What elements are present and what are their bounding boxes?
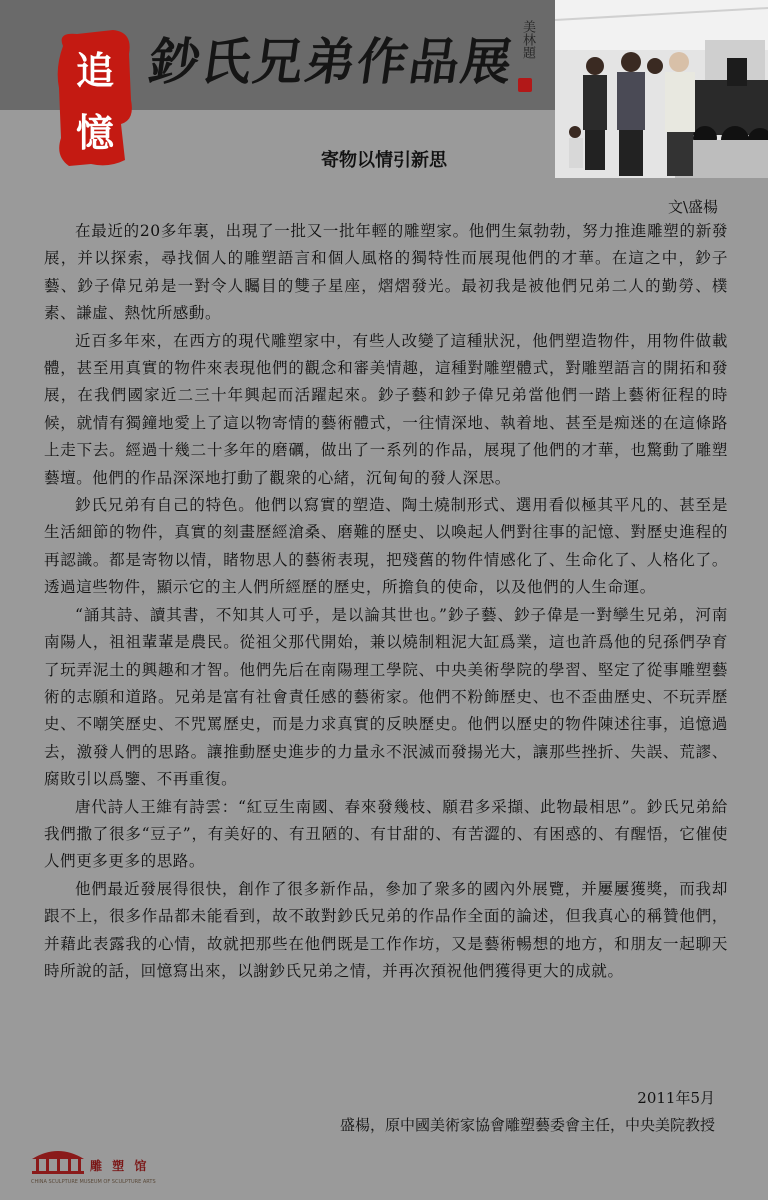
author-signature: 盛楊，原中國美術家協會雕塑藝委會主任，中央美院教授 [339, 1116, 715, 1134]
author-line: 文\盛楊 [667, 198, 718, 216]
article-body [44, 218, 728, 985]
museum-logo [28, 1145, 168, 1190]
paragraph: 在最近的20多年裏，出現了一批又一批年輕的雕塑家。他們生氣勃勃，努力推進雕塑的新發展，并以探索，尋找個人的雕塑語言和個人風格的獨特性而展現他們的才華。在這之中，鈔子藝、鈔子偉兄弟是一對令人矚目的雙子星座，熠熠發光。最初我是被他們兄弟二人的勤勞、樸素、謙虛、熱忱所感動。 [44, 222, 728, 323]
seal-char-2: 憶 [75, 110, 115, 155]
article-title: 寄物以情引新思 [321, 150, 447, 171]
paragraph: 他們最近發展得很快，創作了很多新作品，參加了衆多的國內外展覽，并屢屢獲獎，而我却跟不上，很多作品都未能看到，故不敢對鈔氏兄弟的作品作全面的論述，但我真心的稱贊他們，并藉此表露我的心情，故就把那些在他們既是工作作坊，又是藝術暢想的地方，和朋友一起聊天時所說的話，回憶寫出來，以謝鈔氏兄弟之情，并再次預祝他們獲得更大的成就。 [44, 879, 728, 980]
calligrapher-signature: 美林題 [520, 20, 535, 59]
date: 2011年5月 [637, 1089, 715, 1107]
paragraph: 唐代詩人王維有詩雲：“紅豆生南國、春來發幾枝、願君多采擷、此物最相思”。鈔氏兄弟給我們撒了很多“豆子”，有美好的、有丑陋的、有甘甜的、有苦澀的、有困惑的、有醒悟，它催使人們更多更多的思路。 [44, 797, 728, 871]
museum-emblem-icon [28, 1145, 88, 1179]
paragraph: “誦其詩、讀其書，不知其人可乎，是以論其世也。”鈔子藝、鈔子偉是一對孿生兄弟，河南南陽人，祖祖輩輩是農民。從祖父那代開始，兼以燒制粗泥大缸爲業，這也許爲他的兒孫們孕育了玩弄泥土的興趣和才智。他們先后在南陽理工學院、中央美術學院的學習、堅定了從事雕塑藝術的志願和道路。兄弟是富有社會責任感的藝術家。他們不粉飾歷史、也不歪曲歷史、不玩弄歷史、不嘲笑歷史、不咒罵歷史，而是力求真實的反映歷史。他們以歷史的物件陳述往事，追憶過去，激發人們的思路。讓推動歷史進步的力量永不泯滅而發揚光大，讓那些挫折、失誤、荒謬、腐敗引以爲鑒、不再重復。 [44, 605, 728, 789]
exhibition-title: 鈔氏兄弟作品展 [145, 32, 518, 91]
signature-stamp [518, 78, 532, 92]
paragraph: 鈔氏兄弟有自己的特色。他們以寫實的塑造、陶土燒制形式、選用看似極其平凡的、甚至是生活細節的物件，真實的刻畫歷經滄桑、磨難的歷史、以喚起人們對往事的記憶、對歷史進程的再認識。都是寄物以情，睹物思人的藝術表現，把殘舊的物件情感化了、生命化了、人格化了。透過這些物件，顯示它的主人們所經歷的歷史，所擔負的使命，以及他們的人生命運。 [44, 496, 728, 597]
seal-char-1: 追 [75, 48, 115, 93]
museum-name-en: CHINA SCULPTURE MUSEUM OF SCULPTURE ARTS [31, 1179, 156, 1185]
museum-name: 雕 塑 馆 [90, 1159, 150, 1173]
paragraph: 近百多年來，在西方的現代雕塑家中，有些人改變了這種狀況，他們塑造物件，用物件做載體，甚至用真實的物件來表現他們的觀念和審美情趣，這種對雕塑體式，對雕塑語言的開拓和發展，在我們國家近二三十年興起而活躍起來。鈔子藝和鈔子偉兄弟當他們一踏上藝術征程的時候，就情有獨鐘地愛上了這以物寄情的藝術體式，一往情深地、執着地、甚至是痴迷的在這條路上走下去。經過十幾二十多年的磨礪，做出了一系列的作品，展現了他們的才華，也驚動了雕塑藝壇。他們的作品深深地打動了觀衆的心緒，沉甸甸的發人深思。 [44, 331, 728, 487]
